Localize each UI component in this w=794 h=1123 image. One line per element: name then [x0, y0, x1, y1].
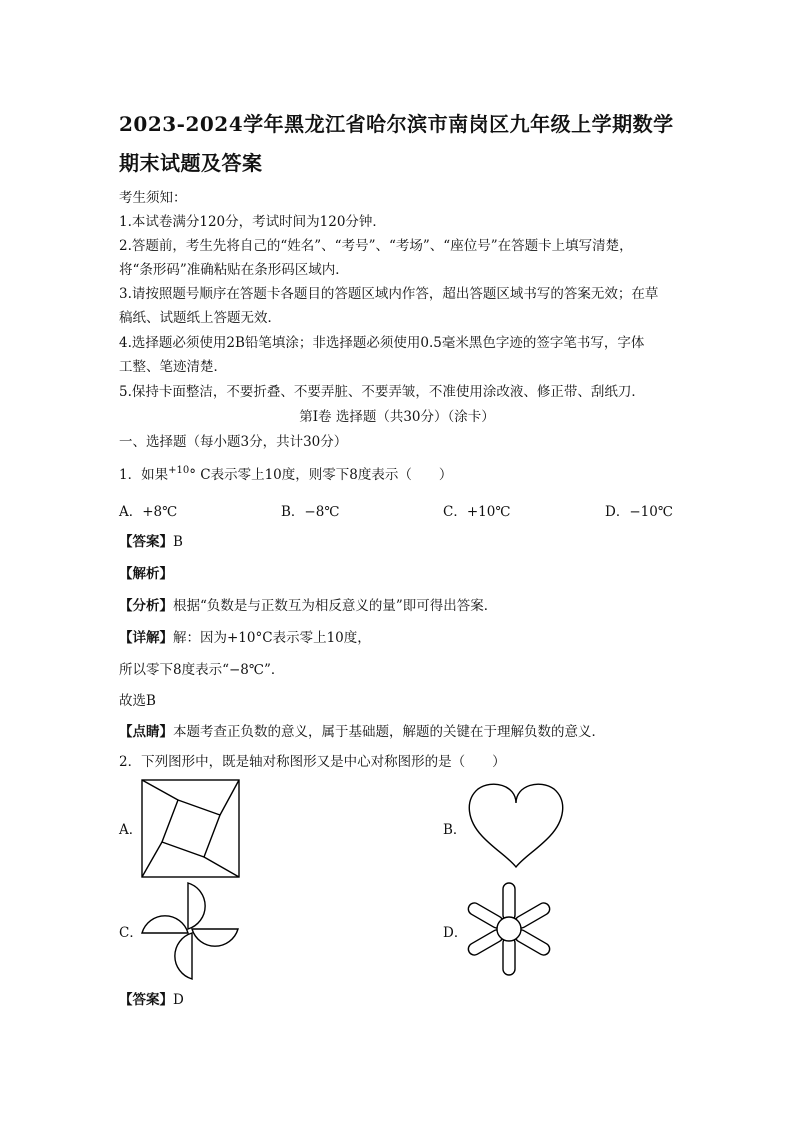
q1-answer: [119, 530, 183, 550]
q1-option-c: C．+10℃: [443, 504, 511, 520]
answer-tag: 【答案】: [119, 534, 173, 550]
q1-line2: 所以零下8度表示“−8℃”．: [119, 662, 285, 678]
dianjing-tag: 【点睛】: [119, 724, 173, 740]
q1-fenxi: [119, 594, 497, 614]
xiangjie-text: 解：因为+10°C表示零上10度，: [173, 630, 371, 646]
q1-sup: +10: [168, 465, 190, 476]
pinwheel-semicircles-figure: [140, 881, 240, 981]
q2-stem: 2．下列图形中，既是轴对称图形又是中心对称图形的是（ ）: [119, 754, 506, 770]
q1-stem: [119, 463, 452, 483]
q1-analysis-tag: [119, 562, 173, 582]
flower-figure: [464, 881, 554, 977]
title-line-1: 2023-2024学年黑龙江省哈尔滨市南岗区九年级上学期数学: [119, 112, 674, 136]
notice-item: 1.本试卷满分120分，考试时间为120分钟．: [119, 214, 386, 230]
q2-option-c-label: C．: [119, 925, 143, 941]
notice-heading: 考生须知：: [119, 190, 187, 206]
answer-value: D: [173, 992, 184, 1008]
q2-answer: [119, 988, 184, 1008]
fenxi-tag: 【分析】: [119, 598, 173, 614]
fenxi-text: 根据“负数是与正数互为相反意义的量”即可得出答案．: [173, 598, 498, 614]
q2-option-d-label: D．: [443, 925, 468, 941]
pinwheel-square-figure: [141, 779, 241, 879]
dianjing-text: 本题考查正负数的意义，属于基础题，解题的关键在于理解负数的意义．: [173, 724, 605, 740]
volume-heading: 第Ⅰ卷 选择题（共30分）（涂卡）: [299, 409, 495, 425]
q1-prefix: 1．如果: [119, 467, 169, 483]
title-line-2: 期末试题及答案: [119, 151, 263, 175]
q2-option-b-label: B．: [443, 822, 467, 838]
xiangjie-tag: 【详解】: [119, 630, 173, 646]
q1-deg: °: [189, 467, 196, 483]
q1-option-b: B．−8℃: [281, 504, 340, 520]
q1-rest: C表示零上10度，则零下8度表示（ ）: [200, 467, 453, 483]
part-heading: 一、选择题（每小题3分，共计30分）: [119, 434, 348, 450]
notice-item: 稿纸、试题纸上答题无效．: [119, 310, 281, 326]
answer-tag: 【答案】: [119, 992, 173, 1008]
notice-item: 3.请按照题号顺序在答题卡各题目的答题区域内作答，超出答题区域书写的答案无效；在草: [119, 286, 659, 302]
q1-option-d: D．−10℃: [605, 504, 673, 520]
q1-option-a: A．+8℃: [119, 504, 178, 520]
q1-xiangjie: [119, 626, 371, 646]
answer-value: B: [173, 534, 183, 550]
notice-item: 将“条形码”准确粘贴在条形码区域内．: [119, 262, 349, 278]
notice-item: 2.答题前，考生先将自己的“姓名”、“考号”、“考场”、“座位号”在答题卡上填写清楚，: [119, 238, 633, 254]
notice-item: 工整、笔迹清楚．: [119, 359, 227, 375]
q2-option-a-label: A．: [119, 822, 143, 838]
analysis-tag: 【解析】: [119, 566, 173, 582]
notice-item: 4.选择题必须使用2B铅笔填涂；非选择题必须使用0.5毫米黑色字迹的签字笔书写，字体: [119, 335, 645, 351]
notice-item: 5.保持卡面整洁，不要折叠、不要弄脏、不要弄皱，不准使用涂改液、修正带、刮纸刀．: [119, 384, 645, 400]
heart-figure: [466, 781, 566, 869]
q1-dianjing: [119, 720, 605, 740]
q1-choose: 故选B: [119, 693, 156, 709]
